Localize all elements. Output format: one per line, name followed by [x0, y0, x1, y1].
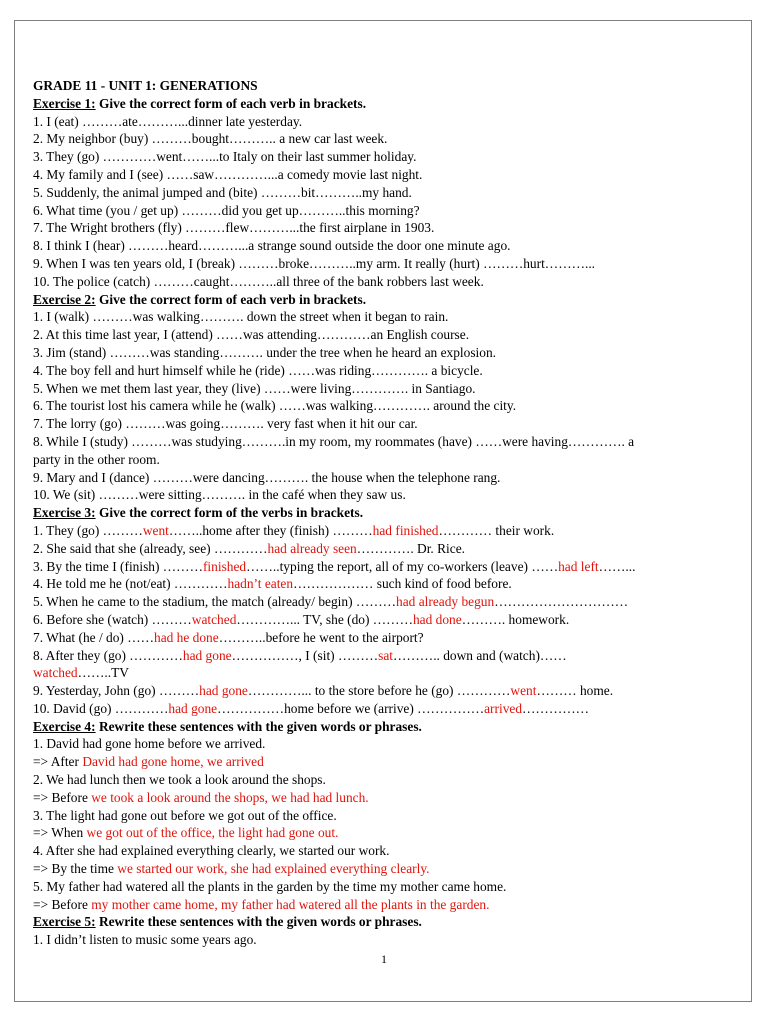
exercise-instruction: Give the correct form of each verb in brackets. — [95, 291, 367, 307]
answer-text: had finished — [372, 522, 439, 538]
exercise-item — [33, 700, 733, 718]
item-text: ……….. down and (watch)…… — [393, 647, 567, 663]
item-text: …………. Dr. Rice. — [356, 540, 465, 556]
exercise-item — [33, 629, 733, 647]
item-text: 1. David had gone home before we arrived. — [33, 736, 266, 752]
exercise-item — [33, 896, 733, 914]
exercise-item — [33, 824, 733, 842]
answer-text: my mother came home, my father had watered all the plants in the garden. — [91, 896, 490, 912]
item-text: 2. At this time last year, I (attend) ……was attending…………an English course. — [33, 327, 470, 343]
exercise-label: Exercise 3: — [33, 505, 96, 521]
item-text: …………... to the store before he (go) ………… — [247, 683, 511, 699]
exercise-item — [33, 166, 733, 184]
exercise-item — [33, 931, 733, 949]
answer-text: watched — [33, 665, 78, 681]
item-text: 1. I (eat) ………ate………...dinner late yesterday. — [33, 113, 303, 129]
exercise-item — [33, 647, 733, 665]
exercise-item — [33, 593, 733, 611]
exercise-item — [33, 611, 733, 629]
item-text: ……... — [598, 558, 636, 574]
item-text: ……..home after they (finish) ……… — [168, 522, 373, 538]
item-text: ……………, I (sit) ……… — [231, 647, 379, 663]
item-text: 6. The tourist lost his camera while he (walk) ……was walking…………. around the city. — [33, 398, 517, 414]
exercise-item — [33, 308, 733, 326]
exercise-item — [33, 486, 733, 504]
exercise-instruction: Give the correct form of each verb in brackets. — [95, 95, 367, 111]
document-body — [33, 77, 733, 949]
exercise-item — [33, 380, 733, 398]
item-text: 7. The lorry (go) ………was going………. very fast when it hit our car. — [33, 416, 418, 432]
exercise-item — [33, 735, 733, 753]
exercise-item — [33, 522, 733, 540]
item-text: 1. I didn’t listen to music some years ago. — [33, 932, 257, 948]
exercise-heading — [33, 913, 733, 931]
exercise-item — [33, 878, 733, 896]
exercise-item — [33, 397, 733, 415]
item-text: 4. The boy fell and hurt himself while he (ride) ……was riding…………. a bicycle. — [33, 362, 483, 378]
item-text: 7. The Wright brothers (fly) ………flew………...the first airplane in 1903. — [33, 220, 435, 236]
exercise-item — [33, 682, 733, 700]
item-text: …………… — [522, 700, 589, 716]
item-text: 4. After she had explained everything clearly, we started our work. — [33, 843, 390, 859]
item-text: 6. Before she (watch) ……… — [33, 611, 192, 627]
item-text: 5. When he came to the stadium, the match (already/ begin) ……… — [33, 594, 397, 610]
exercise-heading — [33, 291, 733, 309]
exercise-label: Exercise 4: — [33, 718, 96, 734]
answer-text: had left — [558, 558, 599, 574]
item-text: 6. What time (you / get up) ………did you get up………..this morning? — [33, 202, 420, 218]
item-text: => Before — [33, 896, 92, 912]
item-text: 1. They (go) ……… — [33, 522, 143, 538]
answer-text: had gone — [168, 700, 218, 716]
exercise-item — [33, 575, 733, 593]
exercise-heading — [33, 95, 733, 113]
item-text: 3. The light had gone out before we got out of the office. — [33, 807, 337, 823]
item-text: ……… home. — [536, 683, 614, 699]
exercise-item — [33, 664, 733, 682]
answer-text: we got out of the office, the light had gone out. — [86, 825, 339, 841]
item-text: 8. After they (go) ………… — [33, 647, 183, 663]
answer-text: arrived — [484, 700, 523, 716]
item-text: 8. While I (study) ………was studying……….in my room, my roommates (have) ……were having…………. a — [33, 433, 635, 449]
exercise-item — [33, 237, 733, 255]
item-text: party in the other room. — [33, 451, 160, 467]
item-text: ……..TV — [77, 665, 129, 681]
answer-text: had already begun — [396, 594, 495, 610]
item-text: 9. Yesterday, John (go) ……… — [33, 683, 200, 699]
exercise-label: Exercise 1: — [33, 95, 96, 111]
item-text: 7. What (he / do) …… — [33, 629, 154, 645]
item-text: ………………………… — [494, 594, 629, 610]
item-text: 1. I (walk) ………was walking………. down the street when it began to rain. — [33, 309, 449, 325]
exercise-instruction: Give the correct form of the verbs in brackets. — [95, 505, 364, 521]
item-text: 4. My family and I (see) ……saw…………...a comedy movie last night. — [33, 166, 423, 182]
exercise-item — [33, 540, 733, 558]
answer-text: David had gone home, we arrived — [82, 754, 264, 770]
exercise-item — [33, 113, 733, 131]
exercise-item — [33, 771, 733, 789]
answer-text: had gone — [182, 647, 232, 663]
item-text: ……..typing the report, all of my co-workers (leave) …… — [246, 558, 559, 574]
exercise-item — [33, 219, 733, 237]
exercise-item — [33, 451, 733, 469]
exercise-item — [33, 362, 733, 380]
exercise-item — [33, 807, 733, 825]
answer-text: went — [142, 522, 169, 538]
item-text: 5. When we met them last year, they (live) ……were living…………. in Santiago. — [33, 380, 476, 396]
exercise-item — [33, 842, 733, 860]
item-text: 5. My father had watered all the plants in the garden by the time my mother came home. — [33, 878, 507, 894]
item-text: ………… their work. — [438, 522, 555, 538]
item-text: 2. My neighbor (buy) ………bought……….. a new car last week. — [33, 131, 388, 147]
answer-text: finished — [202, 558, 247, 574]
answer-text: had already seen — [267, 540, 357, 556]
exercise-label: Exercise 5: — [33, 914, 96, 930]
exercise-item — [33, 433, 733, 451]
exercise-item — [33, 344, 733, 362]
answer-text: went — [510, 683, 537, 699]
answer-text: hadn’t eaten — [227, 576, 294, 592]
exercise-item — [33, 415, 733, 433]
exercise-item — [33, 789, 733, 807]
item-text: 4. He told me he (not/eat) ………… — [33, 576, 228, 592]
item-text: 8. I think I (hear) ………heard………...a strange sound outside the door one minute ago. — [33, 238, 511, 254]
item-text: => After — [33, 754, 83, 770]
exercise-item — [33, 469, 733, 487]
exercise-item — [33, 558, 733, 576]
exercise-item — [33, 326, 733, 344]
item-text: ………..before he went to the airport? — [218, 629, 424, 645]
exercise-item — [33, 753, 733, 771]
page-number: 1 — [381, 952, 387, 966]
exercise-instruction: Rewrite these sentences with the given words or phrases. — [95, 718, 422, 734]
item-text: 2. We had lunch then we took a look around the shops. — [33, 772, 326, 788]
answer-text: watched — [191, 611, 237, 627]
item-text: 2. She said that she (already, see) ………… — [33, 540, 268, 556]
item-text: 3. They (go) …………went……...to Italy on their last summer holiday. — [33, 149, 417, 165]
answer-text: had done — [412, 611, 462, 627]
exercise-item — [33, 148, 733, 166]
item-text: ………. homework. — [461, 611, 570, 627]
exercise-item — [33, 202, 733, 220]
document-title: GRADE 11 - UNIT 1: GENERATIONS — [33, 78, 258, 93]
item-text: => When — [33, 825, 87, 841]
exercise-heading — [33, 718, 733, 736]
item-text: 10. The police (catch) ………caught………..all three of the bank robbers last week. — [33, 273, 484, 289]
item-text: => Before — [33, 789, 92, 805]
item-text: …………... TV, she (do) ……… — [236, 611, 413, 627]
item-text: 3. By the time I (finish) ……… — [33, 558, 203, 574]
item-text: 9. Mary and I (dance) ………were dancing………. the house when the telephone rang. — [33, 469, 501, 485]
answer-text: sat — [378, 647, 394, 663]
exercise-item — [33, 130, 733, 148]
answer-text: we took a look around the shops, we had had lunch. — [91, 789, 369, 805]
exercise-item — [33, 184, 733, 202]
answer-text: had gone — [199, 683, 248, 699]
item-text: 9. When I was ten years old, I (break) ………broke………..my arm. It really (hurt) ………hurt………... — [33, 255, 596, 271]
item-text: ……………… such kind of food before. — [293, 576, 512, 592]
item-text: 5. Suddenly, the animal jumped and (bite) ………bit………..my hand. — [33, 184, 412, 200]
answer-text: we started our work, she had explained everything clearly. — [117, 861, 430, 877]
item-text: 3. Jim (stand) ………was standing………. under the tree when he heard an explosion. — [33, 344, 496, 360]
exercise-instruction: Rewrite these sentences with the given words or phrases. — [95, 914, 422, 930]
exercise-heading — [33, 504, 733, 522]
exercise-label: Exercise 2: — [33, 291, 96, 307]
item-text: 10. David (go) ………… — [33, 700, 169, 716]
item-text: => By the time — [33, 861, 118, 877]
exercise-item — [33, 860, 733, 878]
item-text: 10. We (sit) ………were sitting………. in the café when they saw us. — [33, 487, 406, 503]
exercise-item — [33, 255, 733, 273]
exercise-item — [33, 273, 733, 291]
item-text: ……………home before we (arrive) …………… — [217, 700, 485, 716]
answer-text: had he done — [154, 629, 219, 645]
